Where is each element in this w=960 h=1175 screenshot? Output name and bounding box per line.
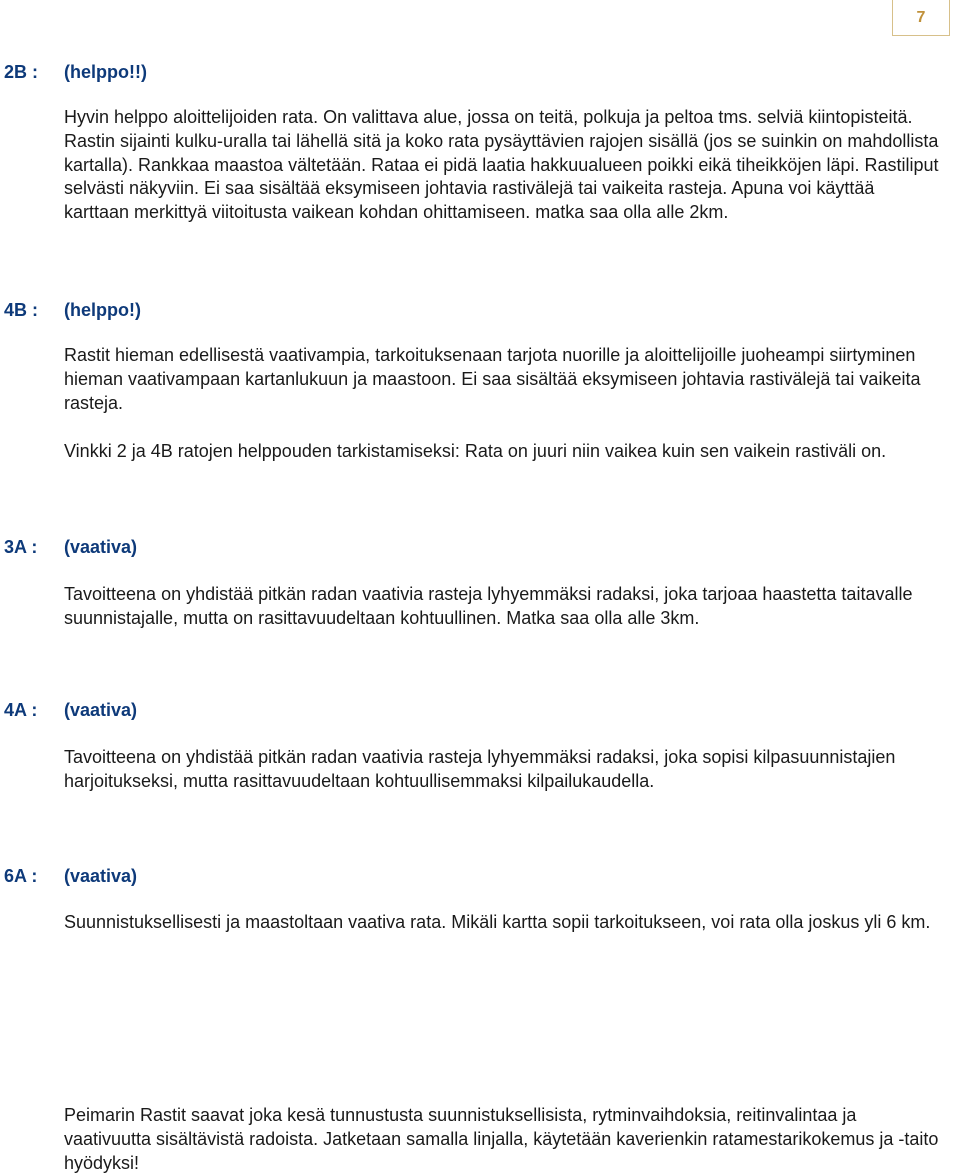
page-number: 7 (916, 8, 926, 26)
section-level: (helppo!) (64, 300, 141, 320)
section-level: (vaativa) (64, 866, 138, 886)
section-code: 6A : (4, 866, 38, 886)
section-code: 3A : (4, 537, 38, 557)
section-level: (helppo!!) (64, 62, 147, 82)
tip-paragraph: Vinkki 2 ja 4B ratojen helppouden tarkistamiseksi: Rata on juuri niin vaikea kuin sen vaikein rastiväli on. (64, 441, 887, 461)
closing-paragraph: Peimarin Rastit saavat joka kesä tunnustusta suunnistuksellisista, rytminvaihdoksia, reitinvalintaa ja vaativuutta sisältävistä radoista. Jatketaan samalla linjalla, käytetään kaverienkin ratamestarikokemus ja -taito hyödyksi! (64, 1105, 939, 1173)
section-paragraph: Hyvin helppo aloittelijoiden rata. On valittava alue, jossa on teitä, polkuja ja peltoa tms. selviä kiintopisteitä. Rastin sijainti kulku-uralla tai lähellä sitä ja koko rata pysäyttävien rajojen sisällä (jos se suinkin on mahdollista kartalla). Rankkaa maastoa vältetään. Rataa ei pidä laatia hakkuualueen poikki eikä tiheikköjen läpi. Rastiliput selvästi näkyviin. Ei saa sisältää eksymiseen johtavia rastivälejä tai vaikeita rasteja. Apuna voi käyttää karttaan merkittyä viitoitusta vaikean kohdan ohittamiseen. matka saa olla alle 2km. (64, 107, 939, 223)
section-paragraph: Suunnistuksellisesti ja maastoltaan vaativa rata. Mikäli kartta sopii tarkoitukseen, voi rata olla joskus yli 6 km. (64, 912, 931, 932)
section-code: 2B : (4, 62, 39, 82)
section-paragraph: Tavoitteena on yhdistää pitkän radan vaativia rasteja lyhyemmäksi radaksi, joka sopisi kilpasuunnistajien harjoitukseksi, mutta rasittavuudeltaan kohtuullisemmaksi kilpailukaudella. (64, 747, 896, 791)
page-number-tab (892, 0, 950, 36)
section-level: (vaativa) (64, 700, 138, 720)
section-paragraph: Rastit hieman edellisestä vaativampia, tarkoituksenaan tarjota nuorille ja aloittelijoille juoheampi siirtyminen hieman vaativampaan kartanlukuun ja maastoon. Ei saa sisältää eksymiseen johtavia rastivälejä tai vaikeita rasteja. (64, 345, 921, 413)
section-code: 4A : (4, 700, 38, 720)
section-level: (vaativa) (64, 537, 138, 557)
section-paragraph: Tavoitteena on yhdistää pitkän radan vaativia rasteja lyhyemmäksi radaksi, joka tarjoaa haastetta taitavalle suunnistajalle, mutta on rasittavuudeltaan kohtuullinen. Matka saa olla alle 3km. (64, 584, 913, 628)
section-code: 4B : (4, 300, 39, 320)
